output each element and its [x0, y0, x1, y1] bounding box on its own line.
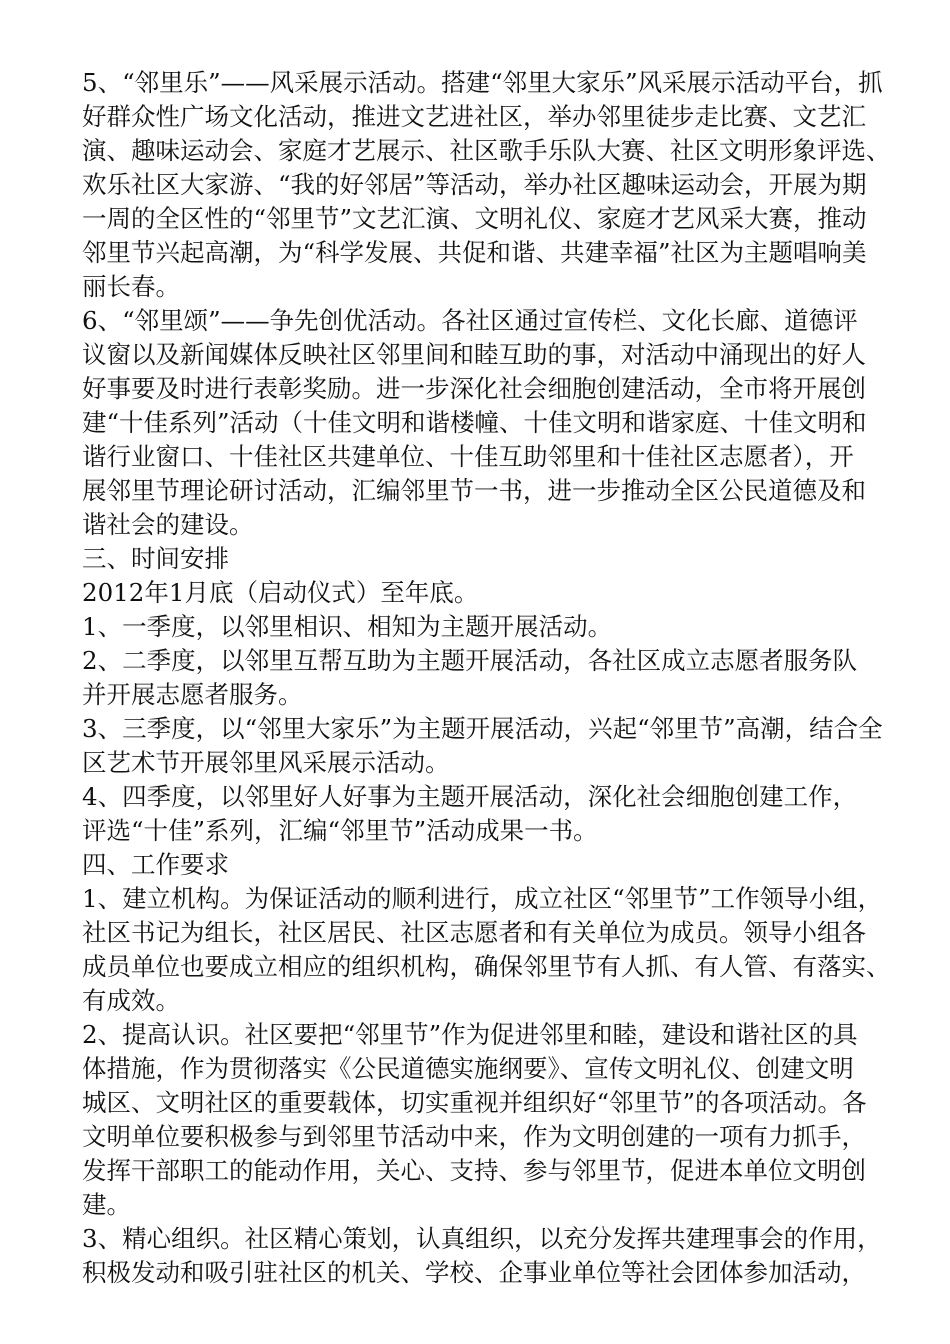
text-line: 2012年1月底（启动仪式）至年底。	[82, 578, 479, 607]
text-line: 好群众性广场文化活动，推进文艺进社区，举办邻里徒步走比赛、文艺汇	[82, 102, 866, 131]
text-line: 社区书记为组长，社区居民、社区志愿者和有关单位为成员。领导小组各	[82, 918, 866, 947]
text-line: 文明单位要积极参与到邻里节活动中来，作为文明创建的一项有力抓手，	[82, 1122, 866, 1151]
text-line: 2、二季度，以邻里互帮互助为主题开展活动，各社区成立志愿者服务队	[82, 646, 858, 675]
text-line: 2、提高认识。社区要把“邻里节”作为促进邻里和睦，建设和谐社区的具	[82, 1020, 858, 1049]
text-line: 有成效。	[82, 986, 180, 1015]
text-line: 展邻里节理论研讨活动，汇编邻里节一书，进一步推动全区公民道德及和	[82, 476, 866, 505]
text-line: 4、四季度，以邻里好人好事为主题开展活动，深化社会细胞创建工作，	[82, 782, 858, 811]
text-line: 建。	[82, 1190, 131, 1219]
section-heading: 三、时间安排	[82, 544, 229, 573]
text-line: 谐社会的建设。	[82, 510, 254, 539]
text-line: 城区、文明社区的重要载体，切实重视并组织好“邻里节”的各项活动。各	[82, 1088, 867, 1117]
text-line: 建“十佳系列”活动（十佳文明和谐楼幢、十佳文明和谐家庭、十佳文明和	[82, 408, 867, 437]
text-line: 评选“十佳”系列，汇编“邻里节”活动成果一书。	[82, 816, 598, 845]
text-line: 6、“邻里颂”——争先创优活动。各社区通过宣传栏、文化长廊、道德评	[82, 306, 858, 335]
text-line: 1、一季度，以邻里相识、相知为主题开展活动。	[82, 612, 613, 641]
text-line: 1、建立机构。为保证活动的顺利进行，成立社区“邻里节”工作领导小组，	[82, 884, 883, 913]
text-line: 欢乐社区大家游、“我的好邻居”等活动，举办社区趣味运动会，开展为期	[82, 170, 867, 199]
text-line: 成员单位也要成立相应的组织机构，确保邻里节有人抓、有人管、有落实、	[82, 952, 891, 981]
text-line: 并开展志愿者服务。	[82, 680, 303, 709]
text-line: 3、三季度，以“邻里大家乐”为主题开展活动，兴起“邻里节”高潮，结合全	[82, 714, 883, 743]
text-line: 邻里节兴起高潮，为“科学发展、共促和谐、共建幸福”社区为主题唱响美	[82, 238, 867, 267]
text-line: 区艺术节开展邻里风采展示活动。	[82, 748, 450, 777]
text-line: 议窗以及新闻媒体反映社区邻里间和睦互助的事，对活动中涌现出的好人	[82, 340, 866, 369]
text-line: 丽长春。	[82, 272, 180, 301]
text-line: 积极发动和吸引驻社区的机关、学校、企事业单位等社会团体参加活动，	[82, 1258, 866, 1287]
text-line: 3、精心组织。社区精心策划，认真组织，以充分发挥共建理事会的作用，	[82, 1224, 882, 1253]
text-line: 发挥干部职工的能动作用，关心、支持、参与邻里节，促进本单位文明创	[82, 1156, 866, 1185]
text-line: 谐行业窗口、十佳社区共建单位、十佳互助邻里和十佳社区志愿者），开	[82, 442, 854, 471]
text-line: 5、“邻里乐”——风采展示活动。搭建“邻里大家乐”风采展示活动平台，抓	[82, 68, 883, 97]
text-line: 好事要及时进行表彰奖励。进一步深化社会细胞创建活动，全市将开展创	[82, 374, 866, 403]
section-heading: 四、工作要求	[82, 850, 229, 879]
text-line: 演、趣味运动会、家庭才艺展示、社区歌手乐队大赛、社区文明形象评选、	[82, 136, 891, 165]
text-line: 体措施，作为贯彻落实《公民道德实施纲要》、宣传文明礼仪、创建文明	[82, 1054, 854, 1083]
text-line: 一周的全区性的“邻里节”文艺汇演、文明礼仪、家庭才艺风采大赛，推动	[82, 204, 867, 233]
